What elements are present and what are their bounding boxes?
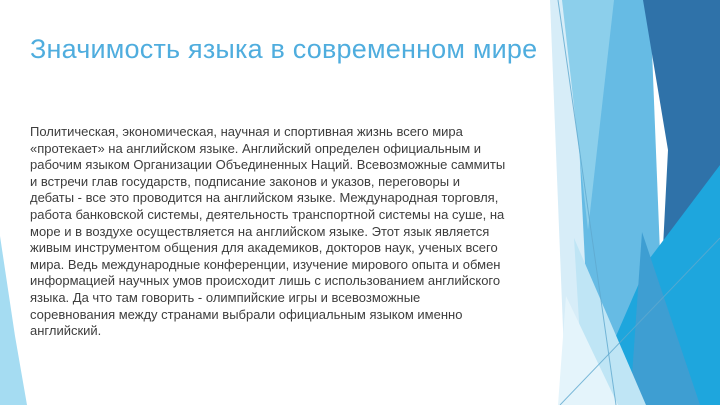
body-line: Политическая, экономическая, научная и спортивная жизнь всего мира	[30, 124, 463, 139]
body-line: информацией научных умов происходит лишь с использованием английского	[30, 273, 501, 289]
slide-title: Значимость языка в современном мире	[30, 34, 538, 64]
body-line: «протекает» на английском языке. Английский определен официальным и	[30, 140, 482, 156]
body-line: живым инструментом общения для академиков, докторов наук, ученых всего	[30, 240, 498, 256]
slide-body-text	[30, 124, 590, 340]
decoration-mid-wedge	[630, 232, 700, 405]
body-line: работа банковской системы, деятельность транспортной системы на суше, на	[30, 206, 505, 222]
body-line: рабочим языком Организации Объединенных Наций. Всевозможные саммиты	[30, 157, 506, 173]
body-line: мира. Ведь международные конференции, изучение мирового опыта и обмен	[30, 256, 501, 272]
body-line: дебаты - все это проводится на английском языке. Международная торговля,	[30, 190, 499, 206]
body-line: соревнования между странами выбрали официальным языком именно	[30, 306, 463, 322]
decoration-dark-triangle	[643, 0, 720, 345]
body-line: английский.	[30, 323, 102, 339]
decoration-bright-bottom	[586, 165, 720, 405]
body-line: языка. Да что там говорить - олимпийские игры и всевозможные	[30, 289, 421, 305]
body-line: море и в воздухе осуществляется на английском языке. Этот язык является	[30, 223, 490, 239]
decoration-left-corner-wedge	[0, 236, 27, 405]
body-line: и встречи глав государств, подписание законов и указов, переговоры и	[30, 173, 460, 189]
